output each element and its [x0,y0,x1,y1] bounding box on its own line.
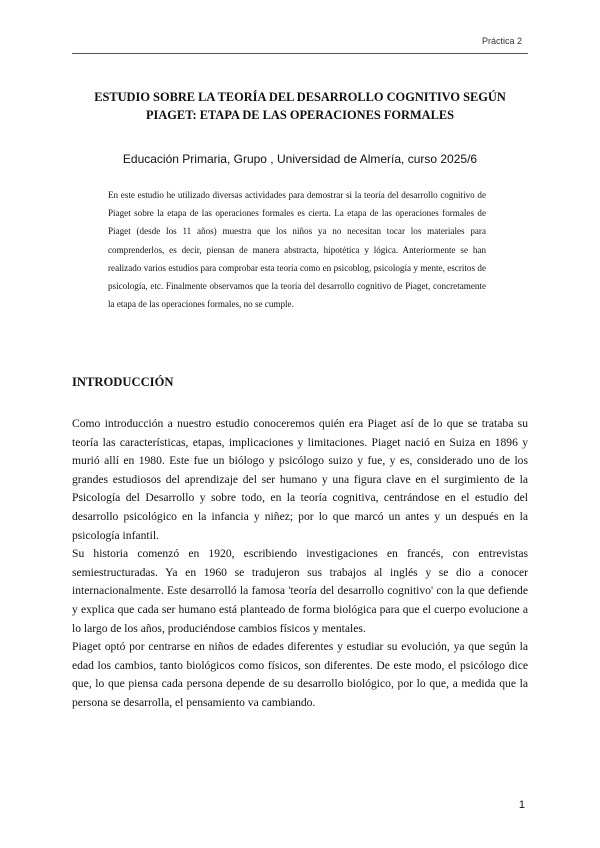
title-line-1: ESTUDIO SOBRE LA TEORÍA DEL DESARROLLO COGNITIVO SEGÚN [94,90,506,104]
paragraph: Su historia comenzó en 1920, escribiendo investigaciones en francés, con entrevistas semiestructuradas. Ya en 1960 se tradujeron sus trabajos al inglés y se dio a conocer internacionalmente. Este desarrolló la famosa 'teoría del desarrollo cognitivo' con la que defiende y explica que cada ser humano está planteado de forma biológica para que el cuerpo evolucione a lo largo de los años, produciéndose cambios físicos y mentales. [72,547,528,635]
introduction-body [72,415,528,713]
paragraph: Piaget optó por centrarse en niños de edades diferentes y estudiar su evolución, ya que según la edad los cambios, tanto biológicos como físicos, son diferentes. De este modo, el psicólogo dice que, lo que piensa cada persona depende de su desarrollo biológico, por lo que, a medida que la persona se desarrolla, el pensamiento va cambiando. [72,640,528,709]
title-line-2: PIAGET: ETAPA DE LAS OPERACIONES FORMALES [145,108,455,122]
document-title [72,88,528,124]
header-rule [72,53,528,54]
author-affiliation: Educación Primaria, Grupo , Universidad de Almería, curso 2025/6 [122,152,478,166]
paragraph: Como introducción a nuestro estudio conoceremos quién era Piaget así de lo que se trataba su teoría las características, etapas, implicaciones y limitaciones. Piaget nació en Suiza en 1896 y murió allí en 1980. Este fue un biólogo y psicólogo suizo y fue, y es, considerado uno de los grandes estudiosos del aprendizaje del ser humano y una figura clave en el surgimiento de la Psicología del Desarrollo y sobre todo, en la teoría cognitiva, centrándose en el estudio del desarrollo psicológico en la infancia y niñez; por lo que marcó un antes y un después en la psicología infantil. [72,417,528,542]
abstract: En este estudio he utilizado diversas actividades para demostrar si la teoría del desarrollo cognitivo de Piaget sobre la etapa de las operaciones formales es cierta. La etapa de las operaciones formales de Piaget (desde los 11 años) muestra que los niños ya no necesitan tocar los materiales para comprenderlos, es decir, piensan de manera abstracta, hipotética y lógica. Anteriormente se han realizado varios estudios para comprobar esta teoría como en psicoblog, psicología y mente, escritos de psicología, etc. Finalmente observamos que la teoría del desarrollo cognitivo de Piaget, concretamente la etapa de las operaciones formales, no se cumple. [108,190,486,310]
page-number: 1 [518,799,525,811]
header-label: Práctica 2 [481,36,522,46]
section-heading-introduction: INTRODUCCIÓN [72,375,174,389]
